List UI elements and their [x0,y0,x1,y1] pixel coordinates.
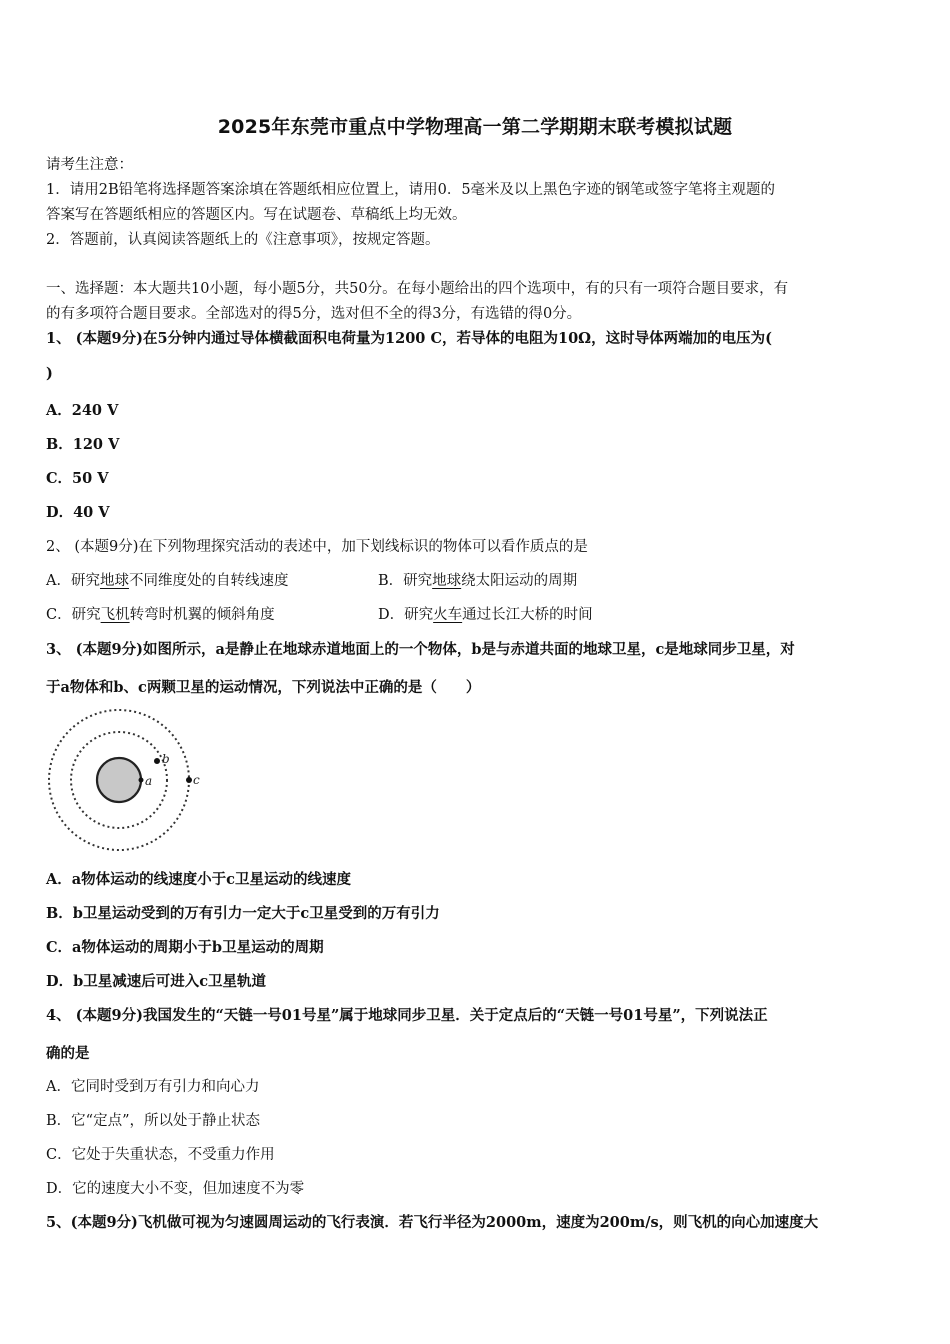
q2-option-c-underlined: 飞机 [100,607,130,623]
label-b: b [162,752,170,766]
object-a-dot [139,778,144,783]
q4-option-d: D．它的速度大小不变，但加速度不为零 [46,1181,305,1197]
page-title: 2025年东莞市重点中学物理高一第二学期期末联考模拟试题 [217,116,733,138]
q5-stem: 5、(本题9分)飞机做可视为匀速圆周运动的飞行表演．若飞行半径为2000m，速度为200m/s，则飞机的向心加速度大 [46,1214,819,1231]
q2-option-d [378,603,593,624]
q2-option-c-suffix: 转弯时机翼的倾斜角度 [129,607,275,623]
q1-option-c: C．50 V [46,470,109,487]
q2-option-b-underlined: 地球 [432,573,462,589]
q1-option-b: B．120 V [46,436,120,453]
q4-option-c: C．它处于失重状态，不受重力作用 [46,1147,275,1163]
notice-heading: 请考生注意： [46,157,133,173]
q2-option-a-underlined: 地球 [99,573,129,589]
q4-stem: 4、 (本题9分)我国发生的“天链一号01号星”属于地球同步卫星．关于定点后的“天链一号01号星”，下列说法正 [46,1007,768,1024]
earth-circle [97,758,141,802]
q4-stem-cont: 确的是 [46,1045,90,1062]
q2-option-a [46,569,288,590]
q4-option-a: A．它同时受到万有引力和向心力 [46,1079,260,1095]
q2-option-b-suffix: 绕太阳运动的周期 [461,573,578,589]
satellite-b-dot [154,758,160,764]
q3-option-d: D．b卫星减速后可进入c卫星轨道 [46,973,267,990]
label-a: a [145,774,153,788]
q2-option-b-prefix: B．研究 [378,573,433,589]
section-heading: 一、选择题：本大题共10小题，每小题5分，共50分。在每小题给出的四个选项中，有的只有一项符合题目要求，有 [46,281,789,297]
q2-option-d-suffix: 通过长江大桥的时间 [462,607,593,623]
q3-option-b: B．b卫星运动受到的万有引力一定大于c卫星受到的万有引力 [46,905,440,922]
notice-item-1: 1．请用2B铅笔将选择题答案涂填在答题纸相应位置上，请用0．5毫米及以上黑色字迹的钢笔或签字笔将主观题的 [46,182,776,198]
q2-option-b [378,569,577,590]
q1-stem-cont: ) [46,365,53,382]
notice-item-2: 2．答题前，认真阅读答题纸上的《注意事项》，按规定答题。 [46,232,440,248]
q3-option-a: A．a物体运动的线速度小于c卫星运动的线速度 [46,871,351,888]
q2-option-a-suffix: 不同维度处的自转线速度 [128,573,289,589]
orbit-diagram [46,704,206,854]
satellite-c-dot [186,777,192,783]
q3-option-c: C．a物体运动的周期小于b卫星运动的周期 [46,939,324,956]
q3-stem: 3、 (本题9分)如图所示，a是静止在地球赤道地面上的一个物体，b是与赤道共面的地球卫星，c是地球同步卫星，对 [46,641,795,658]
section-heading-cont: 的有多项符合题目要求。全部选对的得5分，选对但不全的得3分，有选错的得0分。 [46,306,582,322]
q2-option-d-prefix: D．研究 [378,607,434,623]
q1-stem: 1、 (本题9分)在5分钟内通过导体横截面积电荷量为1200 C，若导体的电阻为10Ω，这时导体两端加的电压为( [46,330,772,347]
label-c: c [193,773,200,787]
q2-stem: 2、 (本题9分)在下列物理探究活动的表述中，加下划线标识的物体可以看作质点的是 [46,539,588,555]
q3-stem-cont: 于a物体和b、c两颗卫星的运动情况，下列说法中正确的是（ ） [46,679,481,696]
q4-option-b: B．它“定点”，所以处于静止状态 [46,1113,260,1129]
q1-option-d: D．40 V [46,504,110,521]
q2-option-c [46,603,275,624]
q2-option-c-prefix: C．研究 [46,607,101,623]
q2-option-d-underlined: 火车 [433,607,463,623]
notice-item-1-cont: 答案写在答题纸相应的答题区内。写在试题卷、草稿纸上均无效。 [46,207,467,223]
q2-option-a-prefix: A．研究 [46,573,100,589]
q1-option-a: A．240 V [46,402,119,419]
